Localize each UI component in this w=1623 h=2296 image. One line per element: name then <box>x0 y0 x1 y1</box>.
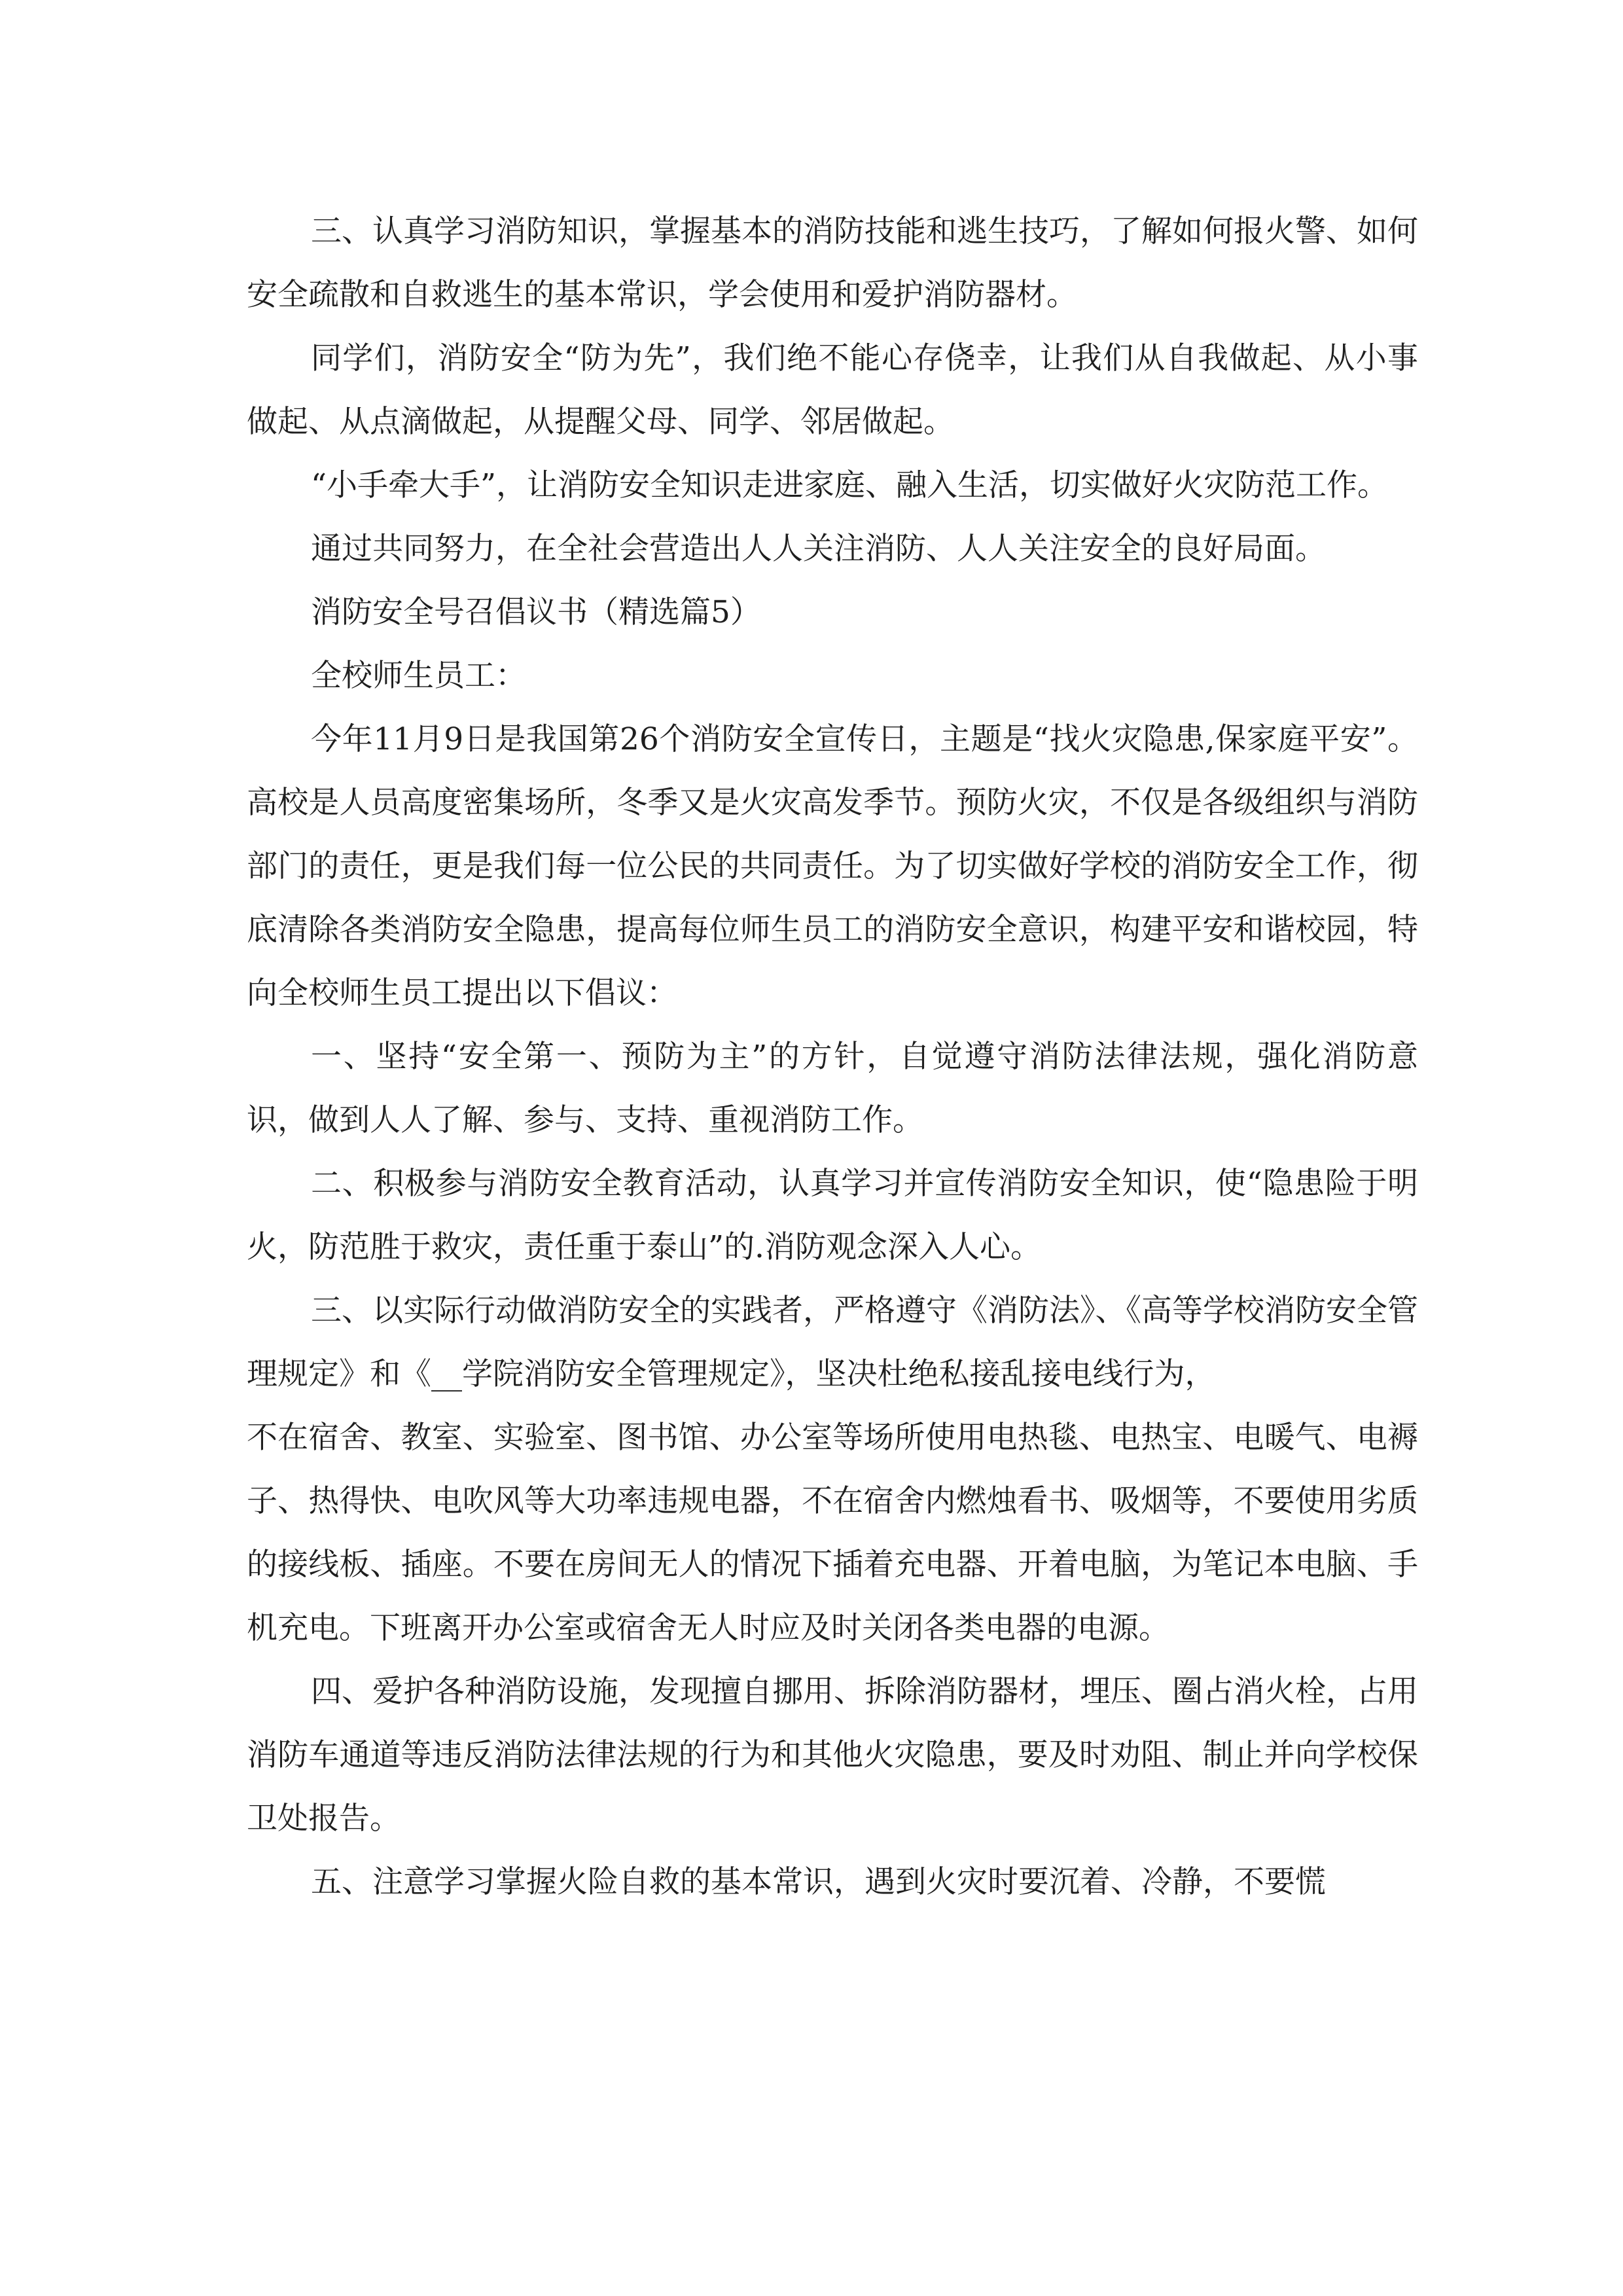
section-title: 消防安全号召倡议书（精选篇5） <box>311 594 761 630</box>
document-body <box>247 200 1418 1914</box>
paragraph-students-call: 同学们，消防安全“防为先”，我们绝不能心存侥幸，让我们从自我做起、从小事做起、从点滴做起，从提醒父母、同学、邻居做起。 <box>247 340 1418 440</box>
paragraph-small-hands: “小手牵大手”，让消防安全知识走进家庭、融入生活，切实做好火灾防范工作。 <box>311 467 1389 503</box>
paragraph-item-3-start: 三、以实际行动做消防安全的实践者，严格遵守《消防法》、《高等学校消防安全管理规定》和《__学院消防安全管理规定》，坚决杜绝私接乱接电线行为， <box>247 1293 1418 1392</box>
paragraph-item-1: 一、坚持“安全第一、预防为主”的方针，自觉遵守消防法律法规，强化消防意识，做到人人了解、参与、支持、重视消防工作。 <box>247 1039 1418 1138</box>
paragraph-joint-effort: 通过共同努力，在全社会营造出人人关注消防、人人关注安全的良好局面。 <box>311 531 1326 567</box>
paragraph-learn-fire-knowledge: 三、认真学习消防知识，掌握基本的消防技能和逃生技巧，了解如何报火警、如何安全疏散和自救逃生的基本常识，学会使用和爱护消防器材。 <box>247 213 1418 313</box>
salutation: 全校师生员工： <box>311 658 526 694</box>
paragraph-item-5: 五、注意学习掌握火险自救的基本常识，遇到火灾时要沉着、冷静，不要慌 <box>311 1864 1326 1900</box>
paragraph-item-4: 四、爱护各种消防设施，发现擅自挪用、拆除消防器材，埋压、圈占消火栓，占用消防车通道等违反消防法律法规的行为和其他火灾隐患，要及时劝阻、制止并向学校保卫处报告。 <box>247 1674 1418 1837</box>
paragraph-item-3-continued: 不在宿舍、教室、实验室、图书馆、办公室等场所使用电热毯、电热宝、电暖气、电褥子、热得快、电吹风等大功率违规电器，不在宿舍内燃烛看书、吸烟等，不要使用劣质的接线板、插座。不要在房间无人的情况下插着充电器、开着电脑，为笔记本电脑、手机充电。下班离开办公室或宿舍无人时应及时关闭各类电器的电源。 <box>247 1420 1418 1646</box>
paragraph-item-2: 二、积极参与消防安全教育活动，认真学习并宣传消防安全知识，使“隐患险于明火，防范胜于救灾，责任重于泰山”的.消防观念深入人心。 <box>247 1166 1418 1265</box>
paragraph-intro: 今年11月9日是我国第26个消防安全宣传日，主题是“找火灾隐患,保家庭平安”。高校是人员高度密集场所，冬季又是火灾高发季节。预防火灾，不仅是各级组织与消防部门的责任，更是我们每一位公民的共同责任。为了切实做好学校的消防安全工作，彻底清除各类消防安全隐患，提高每位师生员工的消防安全意识，构建平安和谐校园，特向全校师生员工提出以下倡议： <box>247 721 1418 1011</box>
